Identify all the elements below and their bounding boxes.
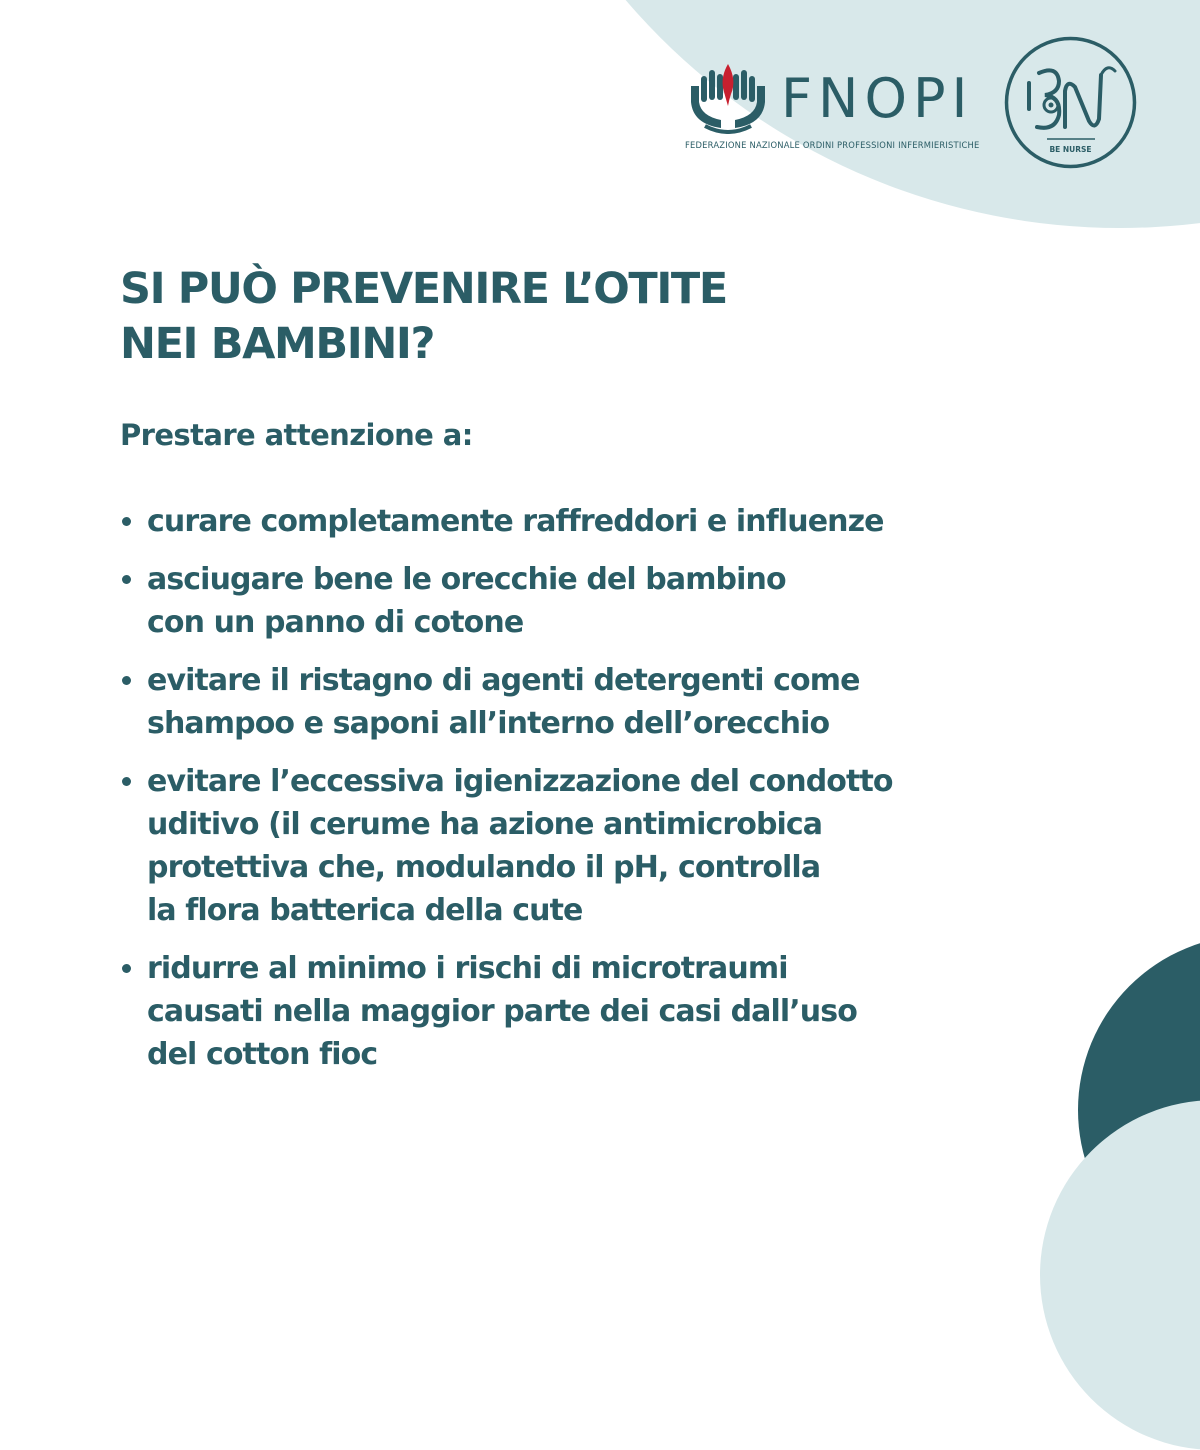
- bullet-dot-icon: [122, 777, 131, 786]
- prevention-list: [120, 500, 1050, 1091]
- list-item-line: la flora batterica della cute: [147, 893, 583, 928]
- fnopi-wordmark: FNOPI: [781, 67, 974, 130]
- list-item: [120, 500, 1050, 543]
- list-item-line: evitare il ristagno di agenti detergenti come: [147, 663, 860, 698]
- list-item-line: curare completamente raffreddori e influenze: [147, 504, 884, 539]
- list-item-line: ridurre al minimo i rischi di microtraumi: [147, 951, 788, 986]
- bullet-dot-icon: [122, 517, 131, 526]
- be-nurse-badge: [1003, 35, 1138, 170]
- list-item-line: shampoo e saponi all’interno dell’orecchio: [147, 706, 830, 741]
- bullet-dot-icon: [122, 575, 131, 584]
- bullet-dot-icon: [122, 964, 131, 973]
- list-item-line: del cotton fioc: [147, 1037, 378, 1072]
- title-line-2: NEI BAMBINI?: [120, 319, 435, 369]
- list-item-line: asciugare bene le orecchie del bambino: [147, 562, 786, 597]
- list-item: [120, 760, 1050, 932]
- list-item: [120, 659, 1050, 745]
- fnopi-logo: [685, 62, 980, 158]
- intro-text: Prestare attenzione a:: [120, 418, 473, 452]
- list-item-line: uditivo (il cerume ha azione antimicrobica: [147, 807, 823, 842]
- list-item-line: causati nella maggior parte dei casi dall’uso: [147, 994, 857, 1029]
- bullet-dot-icon: [122, 676, 131, 685]
- page-title: [120, 262, 727, 372]
- list-item-line: evitare l’eccessiva igienizzazione del condotto: [147, 764, 893, 799]
- title-line-1: SI PUÒ PREVENIRE L’OTITE: [120, 264, 727, 314]
- be-nurse-stethoscope-logo-icon: [1003, 35, 1138, 170]
- list-item-line: con un panno di cotone: [147, 605, 524, 640]
- fnopi-subtitle: FEDERAZIONE NAZIONALE ORDINI PROFESSIONI INFERMIERISTICHE: [685, 140, 980, 150]
- list-item-line: protettiva che, modulando il pH, controlla: [147, 850, 821, 885]
- decorative-bottom-light-circle: [1040, 1100, 1200, 1450]
- list-item: [120, 947, 1050, 1076]
- hands-flame-logo-icon: [685, 62, 771, 134]
- list-item: [120, 558, 1050, 644]
- be-nurse-text: BE NURSE: [1049, 145, 1092, 154]
